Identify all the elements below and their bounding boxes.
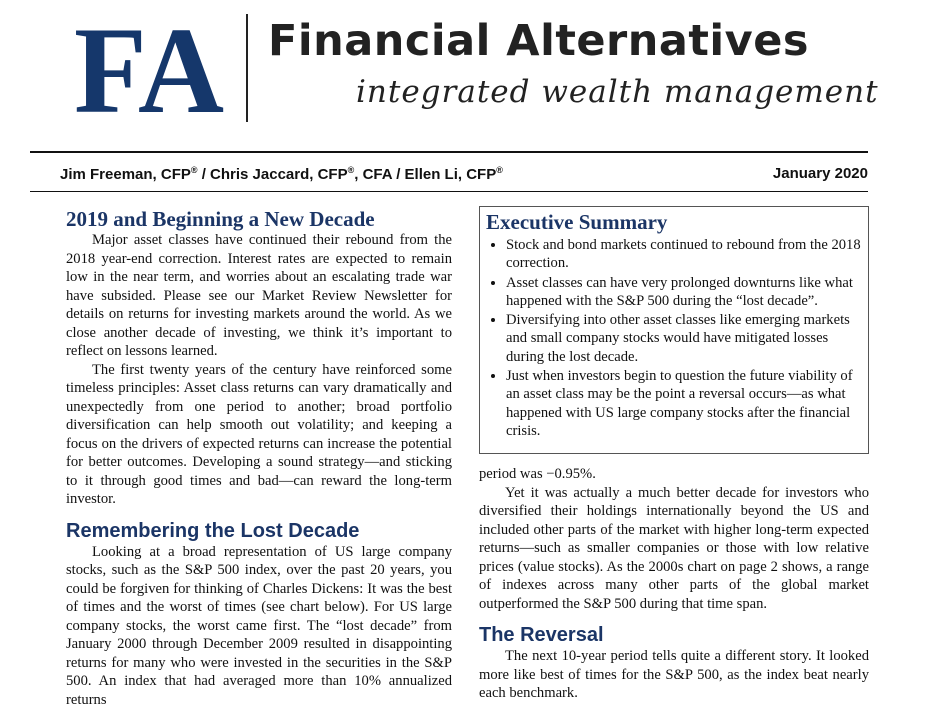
masthead-rule-bottom xyxy=(30,191,868,192)
left-column xyxy=(66,207,452,709)
issue-date: January 2020 xyxy=(772,165,868,182)
fa-logo xyxy=(74,2,226,139)
paragraph: Yet it was actually a much better decade for investors who diversified their holdings internationally beyond the US and included other parts of the market with higher long-term expected returns—such as smaller companies or those with low relative prices (value stocks). As the 2000s chart on page 2 shows, a range of indexes across many other parts of the global market outperformed the S&P 500 during that time span. xyxy=(479,484,869,612)
section-heading-reversal: The Reversal xyxy=(479,624,604,646)
author-line: Jim Freeman, CFP® / Chris Jaccard, CFP®, CFA / Ellen Li, CFP® xyxy=(60,165,503,183)
executive-summary-heading: Executive Summary xyxy=(486,210,668,234)
paragraph: The next 10-year period tells quite a different story. It looked more like best of times for the S&P 500, as the index beat nearly each benchmark. xyxy=(479,648,869,701)
section-heading-decade: 2019 and Beginning a New Decade xyxy=(66,207,375,231)
summary-bullet: • Stock and bond markets continued to rebound from the 2018 correction. xyxy=(506,236,862,273)
right-column xyxy=(479,465,869,703)
summary-list xyxy=(486,236,862,440)
brand-tagline: integrated wealth management xyxy=(356,74,879,110)
executive-summary-box xyxy=(479,206,869,454)
masthead-rule-top xyxy=(30,151,868,153)
paragraph: The first twenty years of the century have reinforced some timeless principles: Asset class returns can vary dramatically and unexpectedly from one period to another; broad portfolio diversification can help smooth out volatility; and keeping a focus on the drivers of expected returns can increase the potential for better outcomes. Developing a sound strategy—and sticking to it through good times and bad—can reward the long-term investor. xyxy=(66,361,452,507)
section-heading-lost-decade: Remembering the Lost Decade xyxy=(66,519,360,542)
logo-text: FA xyxy=(74,2,224,139)
paragraph: Looking at a broad representation of US large company stocks, such as the S&P 500 index, over the past 20 years, you could be forgiven for thinking of Charles Dickens: It was the best of times and the worst of times (see chart below). For US large company stocks, the worst came first. The “lost decade” from January 2000 through December 2009 resulted in disappointing returns for many who were invested in the securities in the S&P 500. An index that had averaged more than 10% annualized returns xyxy=(66,543,452,708)
paragraph: period was −0.95%. xyxy=(479,466,596,482)
brand-name: Financial Alternatives xyxy=(268,16,809,66)
paragraph: Major asset classes have continued their rebound from the 2018 year-end correction. Interest rates are expected to remain low in the near term, and worries about an escalating trade war have subsided. Please see our Market Review Newsletter for details on returns for investing markets around the world. As we close another decade of investing, we think it’s important to reflect on lessons learned. xyxy=(66,232,452,359)
summary-bullet: • Diversifying into other asset classes like emerging markets and small company stocks would have mitigated losses during the lost decade. xyxy=(506,311,862,366)
summary-bullet: • Just when investors begin to question the future viability of an asset class may be the point a reversal occurs—as what happened with US large company stocks after the financial crisis. xyxy=(506,367,862,440)
header-divider xyxy=(246,14,248,122)
summary-bullet: • Asset classes can have very prolonged downturns like what happened with the S&P 500 during the “lost decade”. xyxy=(506,274,862,311)
